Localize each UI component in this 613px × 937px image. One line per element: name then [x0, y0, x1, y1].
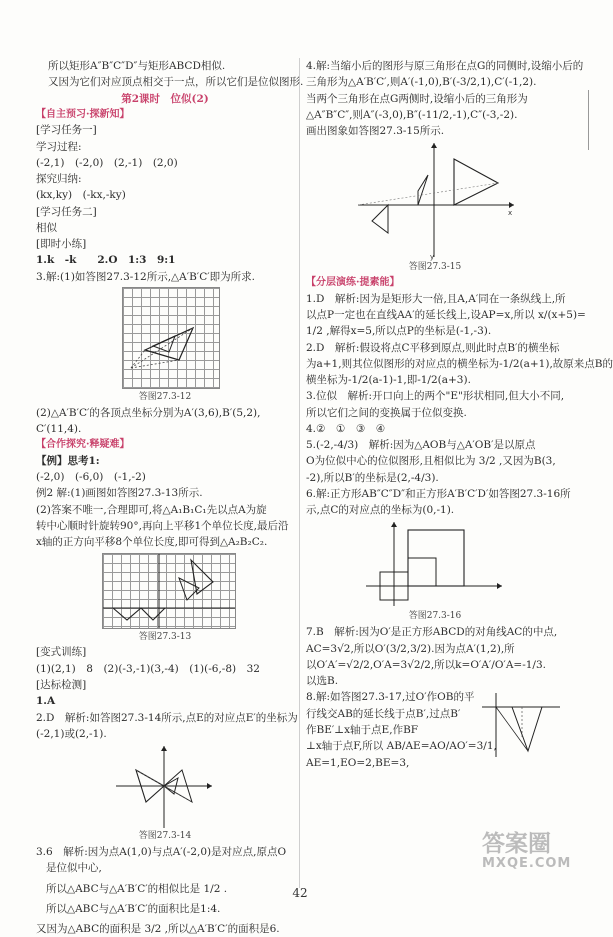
figure-27-3-14-caption: 答图27.3-14 [138, 831, 192, 842]
example1-values: (-2,0) (-6,0) (-1,-2) [36, 471, 146, 484]
p2-line3: 横坐标为-1/2(a-1)-1,即-1/2(a+3). [306, 374, 471, 387]
figure-27-3-13-caption: 答图27.3-13 [138, 631, 192, 642]
p2-line1: 2.D 解析:假设将点C平移到原点,则此时点B′的横坐标 [306, 341, 560, 354]
p8-line2: 行线交AB的延长线于点B′,过点B′ [306, 707, 461, 720]
similar-answer: 相似 [36, 221, 57, 234]
example2-line3: 转中心顺时针旋转90°,再向上平移1个单位长度,最后沿 [36, 519, 289, 532]
x-axis-label: x [508, 209, 513, 218]
figure-27-3-15-drawing [358, 141, 518, 262]
process-values: (-2,1) (-2,0) (2,-1) (2,0) [36, 156, 178, 169]
p5-line2: O为位似中心的位似图形,且相似比为 3/2 ,又因为B(3, [306, 455, 556, 468]
task2-label: [学习任务二] [36, 205, 97, 218]
intro-line-2: 又因为它们对应顶点相交于一点，所以它们是位似图形. [48, 76, 304, 89]
explore-label: 探究归纳: [36, 173, 82, 186]
answers-1-2: 1.k -k 2.O 1:3 9:1 [36, 254, 176, 267]
answer-1: 1.A [36, 695, 56, 708]
p1-line2: 以点P一定也在直线AA′的延长线上,设AP=x,所以 x/(x+5)= [306, 309, 586, 322]
figure-27-3-13 [102, 553, 236, 629]
p3-line1: 3.位似 解析:开口向上的两个"E"形状相同,但大小不同, [306, 390, 565, 403]
figure-27-3-15 [358, 141, 518, 262]
answer-2-line2: (-2,1)或(2,-1). [36, 727, 107, 740]
example1-label: 【例】思考1: [36, 454, 100, 467]
p5-line3: -2),所以B′的坐标是(2,-4/3). [306, 471, 439, 484]
answer-3-line5: 又因为△ABC的面积是 3/2 ,所以△A′B′C′的面积是6. [36, 923, 280, 936]
p7-line4: 以选B. [306, 675, 339, 688]
question-3: 3.解:(1)如答图27.3-12所示,△A′B′C′即为所求. [36, 270, 255, 283]
column-divider [299, 58, 300, 888]
p1-line3: 1/2 ,解得x=5,所以点P的坐标是(-1,-3). [306, 325, 492, 338]
p3-line2: 所以它们之间的变换属于位似变换. [306, 406, 467, 419]
p8-line5: AE=1,EO=2,BE=3, [306, 756, 410, 769]
watermark-logo [482, 832, 571, 872]
figure-27-3-14 [116, 744, 216, 828]
q4-line1: 4.解:当缩小后的图形与原三角形在点G的同侧时,设缩小后的 [306, 60, 584, 72]
p6-line1: 6.解:正方形AB″C″D″和正方形A′B′C′D′如答图27.3-16所 [306, 487, 571, 500]
p2-line2: 为a+1,则其位似图形的对应点的横坐标为-1/2(a+1),故原来点B的 [306, 357, 613, 370]
p8-block [306, 689, 564, 770]
watermark-url: MXQE.COM [482, 856, 572, 872]
answer-3-line4: 所以△ABC与△A′B′C′的面积比是1:4. [46, 902, 221, 915]
watermark-big-text: 答案圈 [482, 831, 551, 857]
figure-27-3-16-caption: 答图27.3-16 [408, 611, 462, 622]
standard-check-label: [达标检测] [36, 678, 87, 691]
p5-line1: 5.(-2,-4/3) 解析:因为△AOB与△A′OB′是以原点 [306, 439, 536, 452]
answer-2-line1: 2.D 解析:如答图27.3-14所示,点E的对应点E′的坐标为 [36, 711, 298, 724]
figure-27-3-13-drawing [103, 554, 235, 628]
process-label: 学习过程: [36, 140, 82, 153]
explore-values: (kx,ky) (-kx,-ky) [36, 189, 126, 202]
page-number: 42 [292, 886, 308, 900]
q4-line4: △A″B″C″,则A″(-3,0),B″(-11/2,-1),C″(-3,-2). [306, 108, 518, 121]
p1-line1: 1.D 解析:因为是矩形大一倍,且A,A′同在一条纵线上,所 [306, 292, 566, 305]
question-3-part2-line1: (2)△A′B′C′的各顶点坐标分别为A′(3,6),B′(5,2), [36, 406, 261, 419]
question-3-part2-line2: C′(11,4). [36, 423, 82, 436]
side-margin-mark [588, 90, 595, 150]
figure-27-3-16 [366, 520, 506, 608]
answer-3-line1: 3.6 解析:因为点A(1,0)与点A′(-2,0)是对应点,原点O [36, 845, 287, 858]
figure-27-3-12 [122, 287, 220, 389]
q4-line5: 画出图象如答图27.3-15所示. [306, 125, 445, 138]
answer-3-line2: 是位似中心, [46, 862, 102, 875]
p8-line1: 8.解:如答图27.3-17,过O′作OB的平 [306, 691, 475, 704]
task1-label: [学习任务一] [36, 124, 97, 137]
right-column [306, 58, 613, 771]
p7-line3: 以O′A′=√2/2,O′A=3√2/2,所以k=O′A′/O′A=-1/3. [306, 658, 546, 671]
lesson-title: 第2课时 位似(2) [121, 92, 209, 105]
figure-27-3-16-drawing [366, 520, 506, 608]
figure-27-3-17 [482, 689, 562, 759]
section-preview-heading: 【自主预习·探新知】 [36, 108, 130, 120]
figure-27-3-12-drawing [123, 288, 219, 388]
practice-label: [即时小练] [36, 238, 87, 251]
q4-line2: 三角形为△A′B′C′,则A′(-1,0),B′(-3/2,1),C′(-1,2). [306, 76, 537, 89]
example2-line4: x轴的正方向平移8个单位长度,即可得到△A₂B₂C₂. [36, 536, 268, 549]
figure-27-3-15-caption: 答图27.3-15 [408, 262, 462, 273]
answer-3-line3: 所以△ABC与△A′B′C′的相似比是 1/2 . [46, 882, 228, 895]
q4-line3: 当两个三角形在点G两侧时,设缩小后的三角形为 [306, 92, 528, 105]
y-axis-label: y [430, 253, 435, 262]
figure-27-3-14-drawing [116, 744, 216, 828]
p8-line4: ⊥x轴于点F,所以 AB/AE=AO/AO′=3/1, [306, 740, 497, 753]
example2-line1: 例2 解:(1)画图如答图27.3-13所示. [36, 487, 203, 500]
variant-training-values: (1)(2,1) 8 (2)(-3,-1)(3,-4) (1)(-6,-8) 32 [36, 662, 260, 675]
section-coop-heading: 【合作探究·释疑难】 [36, 439, 130, 451]
p7-line1: 7.B 解析:因为O′是正方形ABCD的对角线AC的中点, [306, 626, 558, 639]
example2-line2: (2)答案不唯一,合理即可,将△A₁B₁C₁先以点A为旋 [36, 503, 267, 516]
p8-line3: 作BE′⊥x轴于点E,作BF [306, 724, 419, 737]
figure-27-3-12-caption: 答图27.3-12 [138, 391, 192, 402]
p4-answers: 4.② ① ③ ④ [306, 422, 386, 435]
variant-training-label: [变式训练] [36, 646, 87, 659]
p7-line2: AC=3√2,所以O′(3/2,3/2).因为点A′(1,2),所 [306, 642, 515, 655]
p6-line2: 示,点C的对应点的坐标为(0,-1). [306, 504, 455, 517]
intro-line-1: 所以矩形A″B″C″D″与矩形ABCD相似. [48, 60, 226, 72]
section-layer-heading: 【分层演练·提素能】 [306, 277, 400, 289]
